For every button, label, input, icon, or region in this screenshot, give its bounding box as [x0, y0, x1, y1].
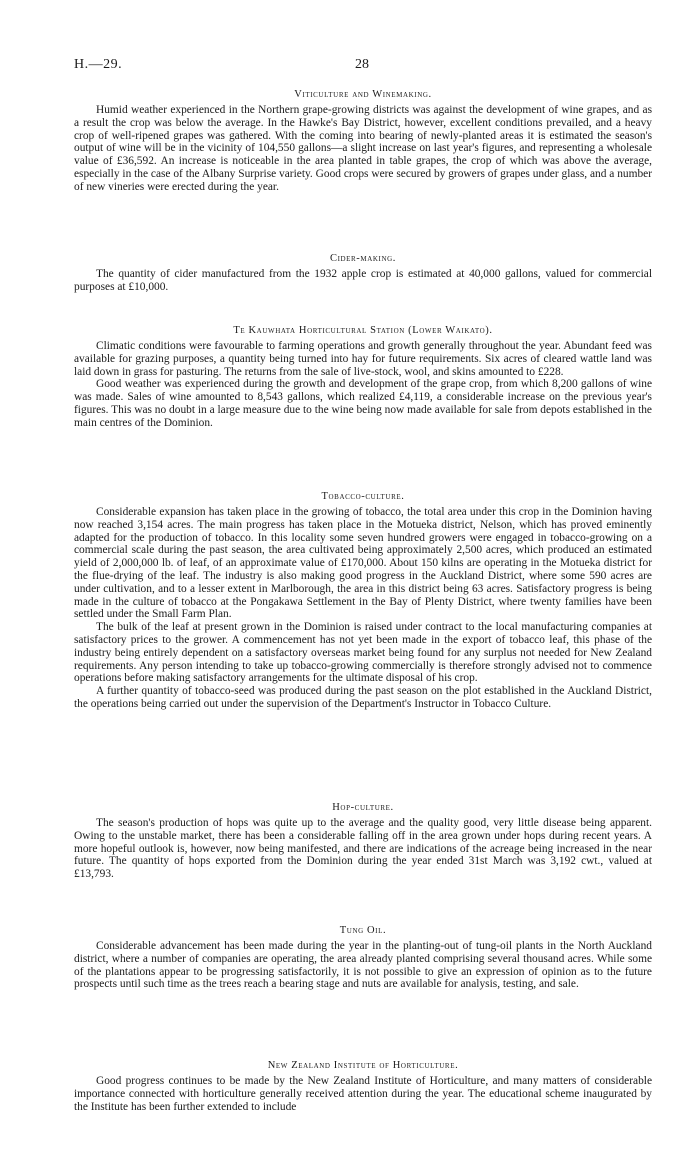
- section-heading: Viticulture and Winemaking.: [294, 89, 432, 100]
- section-te-kauwhata: [74, 324, 652, 430]
- section-heading: Tobacco-culture.: [321, 491, 405, 502]
- section-heading: Te Kauwhata Horticultural Station (Lower Waikato).: [233, 325, 493, 336]
- section-nz-institute-horticulture: [74, 1059, 652, 1113]
- paragraph: The quantity of cider manufactured from the 1932 apple crop is estimated at 40,000 gallons, valued for commercial purposes at £10,000.: [74, 268, 652, 293]
- section-heading: Cider-making.: [329, 253, 397, 264]
- paragraph: Climatic conditions were favourable to farming operations and growth generally throughout the year. Abundant feed was available for grazing purposes, a quantity being turned into hay for future requirements. Six acres of cleared wattle land was laid down in grass for pasturing. The returns from the sale of live-stock, wool, and skins amounted to £228.: [74, 340, 652, 378]
- section-hop-culture: [74, 801, 652, 881]
- paragraph: The season's production of hops was quite up to the average and the quality good, very little disease being apparent. Owing to the unstable market, there has been a considerable falling off in the area grown under hops during recent years. A more hopeful outlook is, however, now being manifested, and there are indications of the acreage being increased in the near future. The quantity of hops exported from the Dominion during the year ended 31st March was 3,192 cwt., valued at £13,793.: [74, 817, 652, 881]
- section-heading: Hop-culture.: [332, 802, 394, 813]
- section-heading: Tung Oil.: [339, 925, 387, 936]
- paragraph: Considerable advancement has been made during the year in the planting-out of tung-oil plants in the North Auckland district, where a number of companies are operating, the area already planted comprising several thousand acres. While some of the plantations appear to be progressing satisfactorily, it is not possible to give an expression of opinion as to the future prospects until such time as the trees reach a bearing stage and nuts are available for analysis, testing, and sale.: [74, 940, 652, 991]
- page-number: 28: [355, 57, 369, 72]
- section-tobacco: [74, 490, 652, 711]
- paragraph: A further quantity of tobacco-seed was produced during the past season on the plot established in the Auckland District, the operations being carried out under the supervision of the Department's Instructor in Tobacco Culture.: [74, 685, 652, 710]
- paragraph: Considerable expansion has taken place in the growing of tobacco, the total area under this crop in the Dominion having now reached 3,154 acres. The main progress has taken place in the Motueka district, Nelson, which has proved eminently adapted for the production of tobacco. In this locality some seven hundred growers were engaged in tobacco-growing on a commercial scale during the past season, the area cultivated being approximately 2,500 acres, which produced an estimated yield of 2,000,000 lb. of leaf, of an approximate value of £170,000. About 150 kilns are operating in the Motueka district for the flue-drying of the leaf. The industry is also making good progress in the Auckland District, where some 590 acres are under cultivation, and to a lesser extent in Marlborough, the area in this district being 63 acres. Satisfactory progress is being made in the culture of tobacco at the Pongakawa Settlement in the Bay of Plenty District, where twenty families have been settled under the Small Farm Plan.: [74, 506, 652, 621]
- section-viticulture: [74, 88, 652, 194]
- paragraph: The bulk of the leaf at present grown in the Dominion is raised under contract to the local manufacturing companies at satisfactory prices to the grower. A commencement has not yet been made in the export of tobacco leaf, this phase of the industry being entirely dependent on a satisfactory overseas market being found for any surplus not needed for New Zealand requirements. Any person intending to take up tobacco-growing commercially is therefore strongly advised not to commence operations before making satisfactory arrangements for the ultimate disposal of his crop.: [74, 621, 652, 685]
- section-heading: New Zealand Institute of Horticulture.: [267, 1060, 459, 1071]
- section-cider: [74, 252, 652, 294]
- document-reference: H.—29.: [74, 57, 123, 72]
- section-tung-oil: [74, 924, 652, 991]
- paragraph: Humid weather experienced in the Northern grape-growing districts was against the development of wine grapes, and as a result the crop was below the average. In the Hawke's Bay District, however, excellent conditions prevailed, and a heavy crop of well-ripened grapes was gathered. With the coming into bearing of newly-planted areas it is estimated the season's output of wine will be in the vicinity of 104,550 gallons—a slight increase on last year's figures, and representing a wholesale value of £36,592. An increase is noticeable in the area planted in table grapes, the crop of which was above the average, especially in the case of the Albany Surprise variety. Good crops were secured by growers of grapes under glass, and a number of new vineries were erected during the year.: [74, 104, 652, 193]
- paragraph: Good progress continues to be made by the New Zealand Institute of Horticulture, and many matters of considerable importance connected with horticulture generally received attention during the year. The educational scheme inaugurated by the Institute has been further extended to include: [74, 1075, 652, 1113]
- paragraph: Good weather was experienced during the growth and development of the grape crop, from which 8,200 gallons of wine was made. Sales of wine amounted to 8,543 gallons, which realized £4,119, a considerable increase on the previous year's figures. This was no doubt in a large measure due to the wine being now made available for sale from depots established in the main centres of the Dominion.: [74, 378, 652, 429]
